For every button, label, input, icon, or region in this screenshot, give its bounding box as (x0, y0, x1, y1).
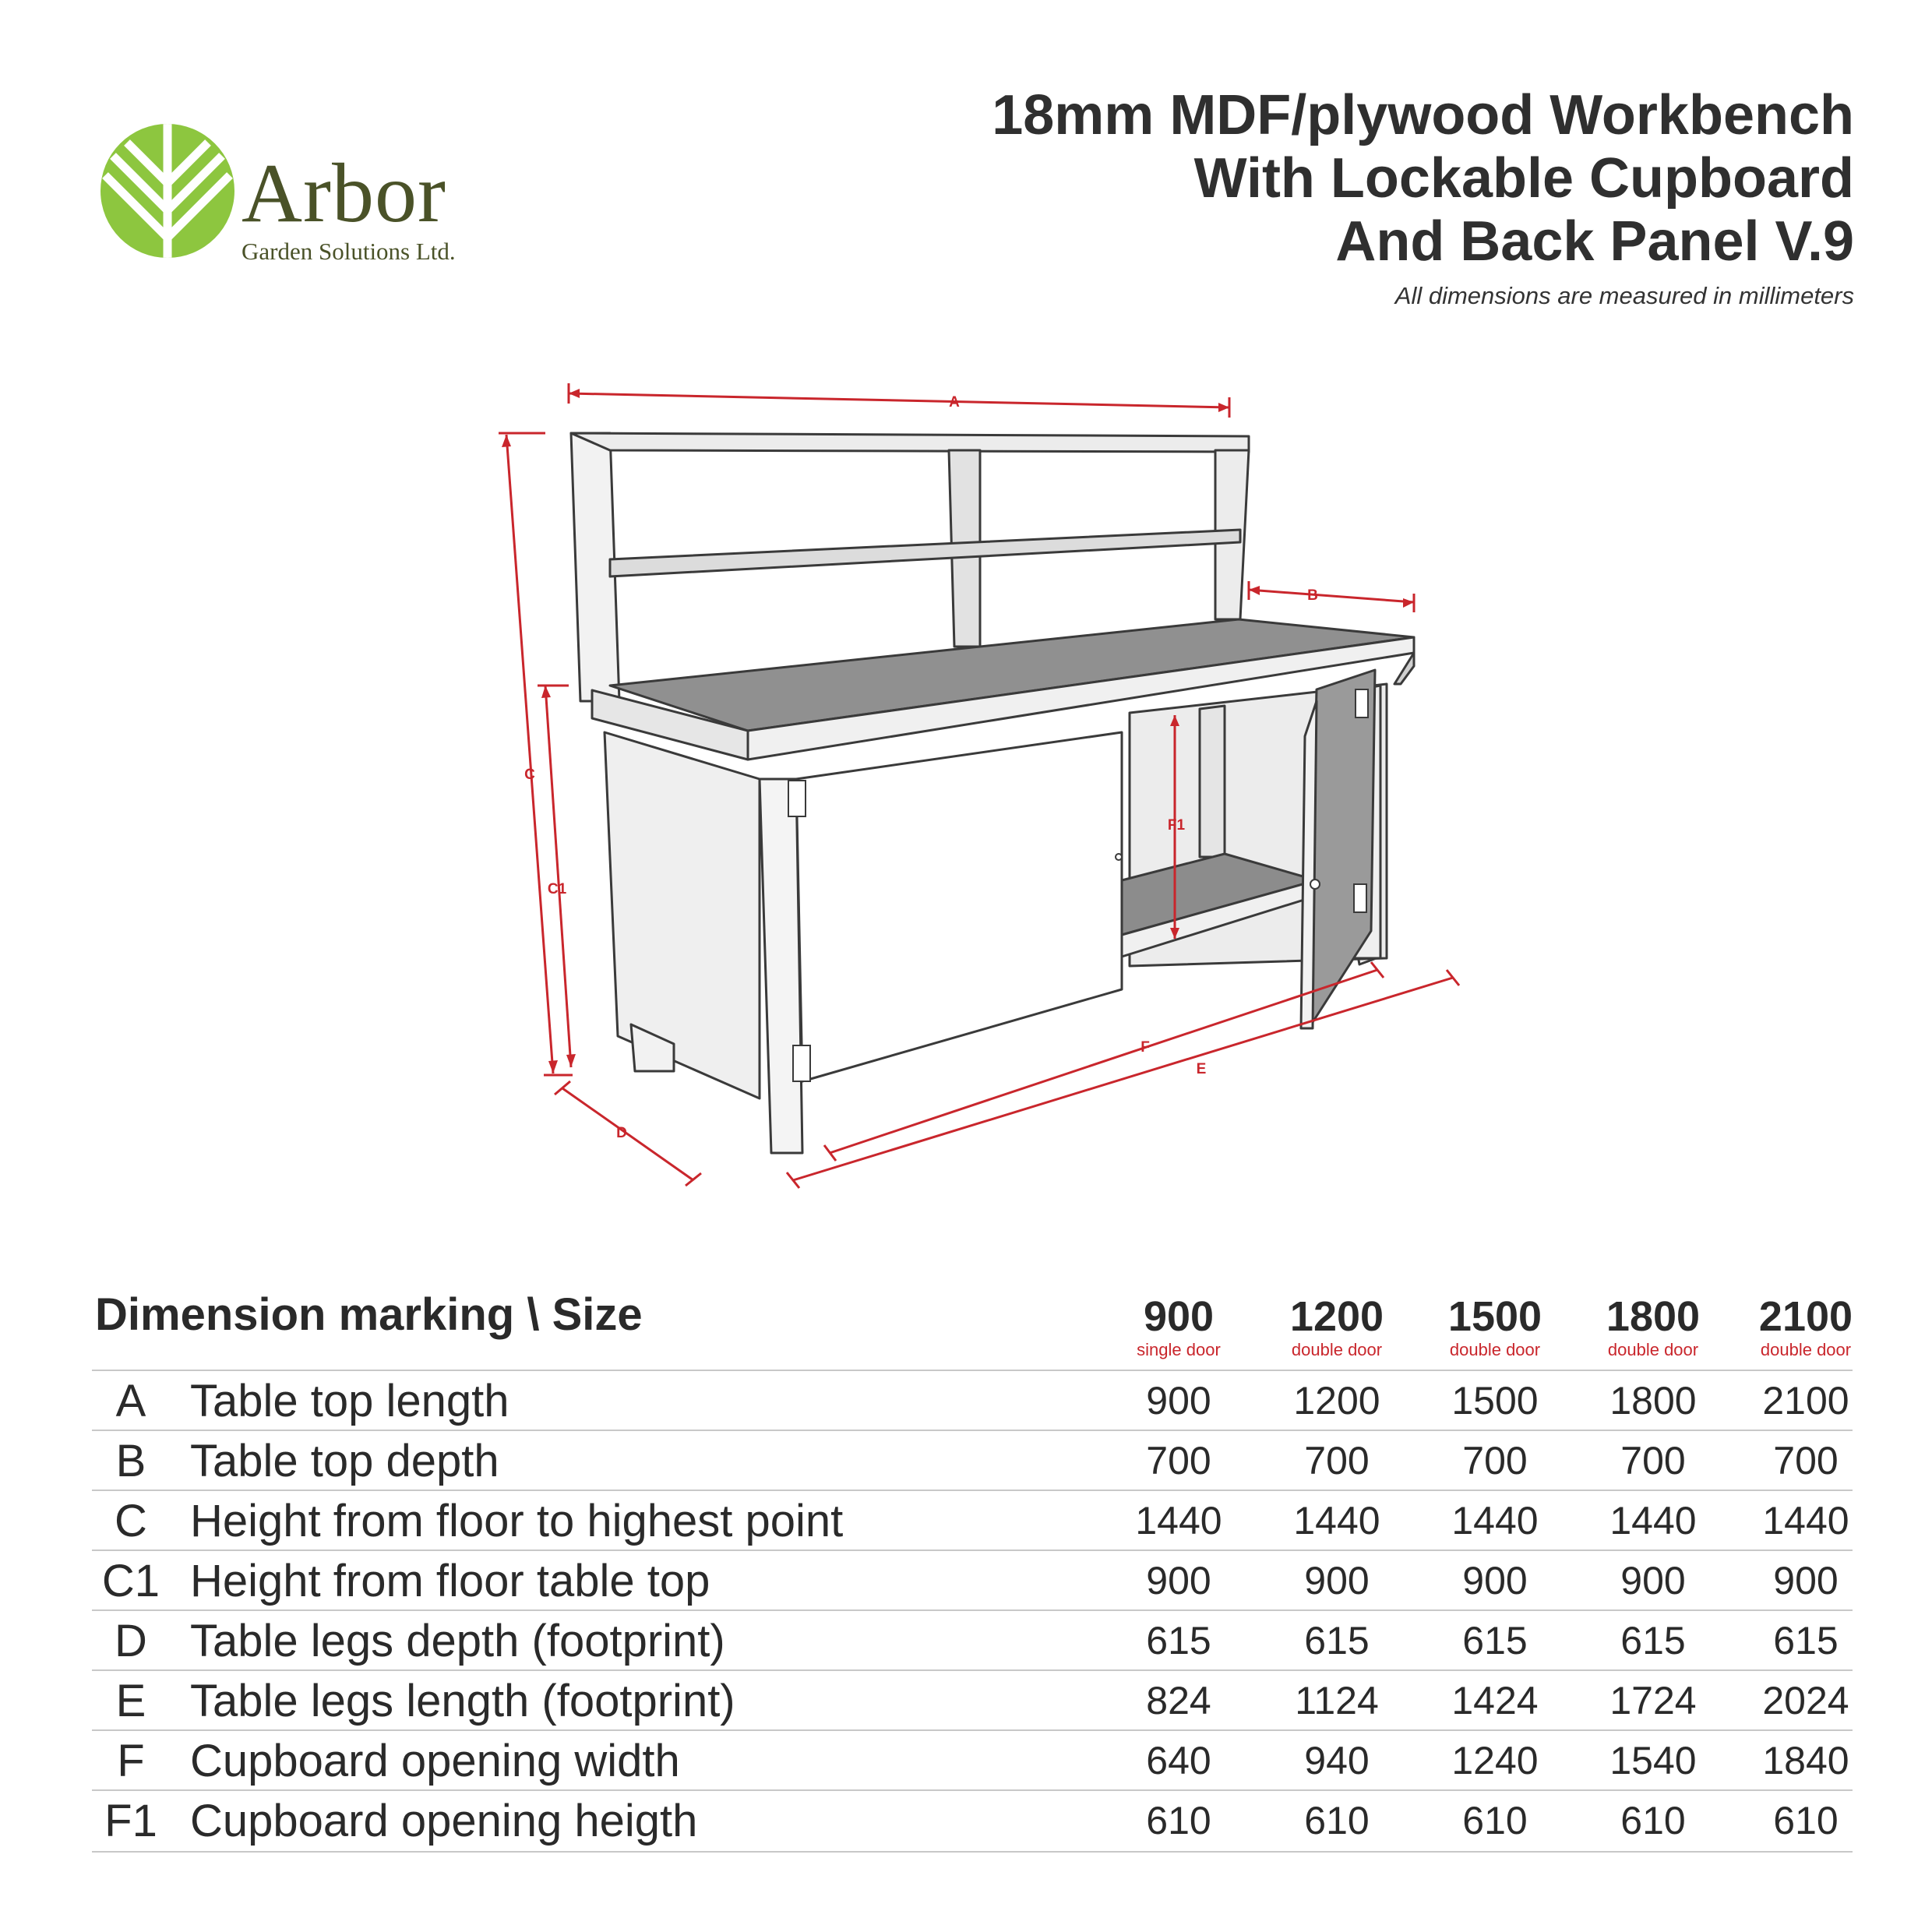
hinge-icon (1354, 884, 1366, 912)
dimension-label-c1: C1 (547, 881, 567, 897)
column-header-900: 900 single door (1137, 1293, 1221, 1359)
upper-shelf (610, 530, 1240, 576)
row-value: 1240 (1451, 1739, 1539, 1782)
dimension-line-b (1249, 590, 1414, 602)
dimension-label-c: C (524, 767, 535, 783)
hinge-icon (1356, 689, 1368, 717)
row-mark: A (115, 1376, 146, 1426)
row-value: 700 (1146, 1439, 1211, 1482)
row-value: 940 (1304, 1739, 1370, 1782)
table-row (92, 1491, 1853, 1551)
row-value: 700 (1773, 1439, 1839, 1482)
row-value: 1440 (1135, 1499, 1222, 1542)
table-row (92, 1551, 1853, 1611)
table-header-label: Dimension marking \ Size (95, 1289, 643, 1340)
row-description: Table legs depth (footprint) (190, 1616, 725, 1666)
left-cupboard-door (796, 732, 1122, 1081)
row-description: Table top depth (190, 1436, 499, 1486)
row-mark: E (115, 1676, 146, 1726)
dimension-table (92, 1278, 1853, 1846)
row-description: Cupboard opening heigth (190, 1796, 698, 1846)
row-value: 610 (1620, 1799, 1686, 1842)
row-value: 900 (1620, 1559, 1686, 1602)
row-value: 615 (1146, 1619, 1211, 1662)
row-value: 1500 (1451, 1379, 1539, 1423)
row-value: 1540 (1609, 1739, 1697, 1782)
title-line-1: 18mm MDF/plywood Workbench (992, 84, 1854, 146)
dimension-line-d (562, 1088, 693, 1180)
worktop-right-bevel (1394, 653, 1414, 684)
row-value: 700 (1304, 1439, 1370, 1482)
row-mark: C (115, 1496, 147, 1546)
brand-name: Arbor (242, 147, 446, 240)
row-value: 1424 (1451, 1679, 1539, 1722)
row-value: 700 (1462, 1439, 1528, 1482)
row-value: 1724 (1609, 1679, 1697, 1722)
row-value: 615 (1620, 1619, 1686, 1662)
row-mark: B (115, 1436, 146, 1486)
row-value: 900 (1146, 1559, 1211, 1602)
table-header (92, 1278, 1853, 1371)
table-row (92, 1431, 1853, 1491)
title-line-2: With Lockable Cupboard (1193, 147, 1854, 210)
row-description: Cupboard opening width (190, 1736, 680, 1786)
row-description: Table top length (190, 1376, 509, 1426)
row-value: 1440 (1762, 1499, 1849, 1542)
row-value: 615 (1304, 1619, 1370, 1662)
row-value: 1440 (1451, 1499, 1539, 1542)
row-description: Height from floor to highest point (190, 1496, 844, 1546)
brand-subtitle: Garden Solutions Ltd. (242, 238, 456, 265)
row-value: 1800 (1609, 1379, 1697, 1423)
cabinet-left-side (605, 732, 760, 1098)
row-value: 2024 (1762, 1679, 1849, 1722)
lock-icon (1310, 880, 1320, 889)
table-row (92, 1371, 1853, 1431)
row-value: 610 (1773, 1799, 1839, 1842)
row-value: 700 (1620, 1439, 1686, 1482)
column-header-1500: 1500 double door (1447, 1293, 1542, 1359)
row-mark: F (117, 1736, 145, 1786)
row-value: 900 (1462, 1559, 1528, 1602)
column-header-1200: 1200 double door (1289, 1293, 1384, 1359)
row-description: Height from floor table top (190, 1556, 710, 1606)
dimension-label-f: F (1141, 1039, 1150, 1056)
units-note: All dimensions are measured in millimeters (1394, 282, 1854, 309)
dimension-label-d: D (616, 1125, 627, 1141)
hinge-icon (793, 1045, 810, 1081)
row-value: 640 (1146, 1739, 1211, 1782)
table-divider (92, 1851, 1853, 1853)
table-row (92, 1791, 1853, 1851)
row-value: 610 (1304, 1799, 1370, 1842)
row-description: Table legs length (footprint) (190, 1676, 735, 1726)
dimension-label-b: B (1307, 587, 1318, 604)
row-value: 2100 (1762, 1379, 1849, 1423)
row-mark: D (115, 1616, 147, 1666)
dimension-label-f1: F1 (1167, 817, 1186, 834)
column-header-2100: 2100 double door (1758, 1293, 1853, 1359)
dimension-line-c (506, 435, 553, 1074)
row-value: 615 (1462, 1619, 1528, 1662)
row-value: 1124 (1295, 1679, 1379, 1722)
row-value: 1200 (1293, 1379, 1380, 1423)
row-value: 1440 (1293, 1499, 1380, 1542)
hinge-icon (788, 781, 806, 816)
row-value: 1440 (1609, 1499, 1697, 1542)
cupboard-interior-post (1200, 706, 1225, 857)
row-value: 610 (1146, 1799, 1211, 1842)
row-value: 615 (1773, 1619, 1839, 1662)
row-value: 1840 (1762, 1739, 1849, 1782)
row-mark: C1 (101, 1556, 160, 1606)
table-row (92, 1731, 1853, 1791)
back-panel-top-rail (571, 433, 1249, 452)
row-value: 900 (1304, 1559, 1370, 1602)
table-row (92, 1611, 1853, 1671)
column-header-1800: 1800 double door (1606, 1293, 1701, 1359)
dimension-line-a (569, 393, 1229, 407)
dimension-label-a: A (949, 394, 960, 411)
row-mark: F1 (104, 1796, 157, 1846)
table-row (92, 1671, 1853, 1731)
row-value: 900 (1146, 1379, 1211, 1423)
door-knob-icon (1116, 854, 1122, 860)
row-value: 824 (1146, 1679, 1211, 1722)
dimension-label-e: E (1196, 1061, 1207, 1077)
title-line-3: And Back Panel V.9 (1335, 210, 1854, 273)
row-value: 900 (1773, 1559, 1839, 1602)
row-value: 610 (1462, 1799, 1528, 1842)
front-left-leg (760, 779, 802, 1153)
